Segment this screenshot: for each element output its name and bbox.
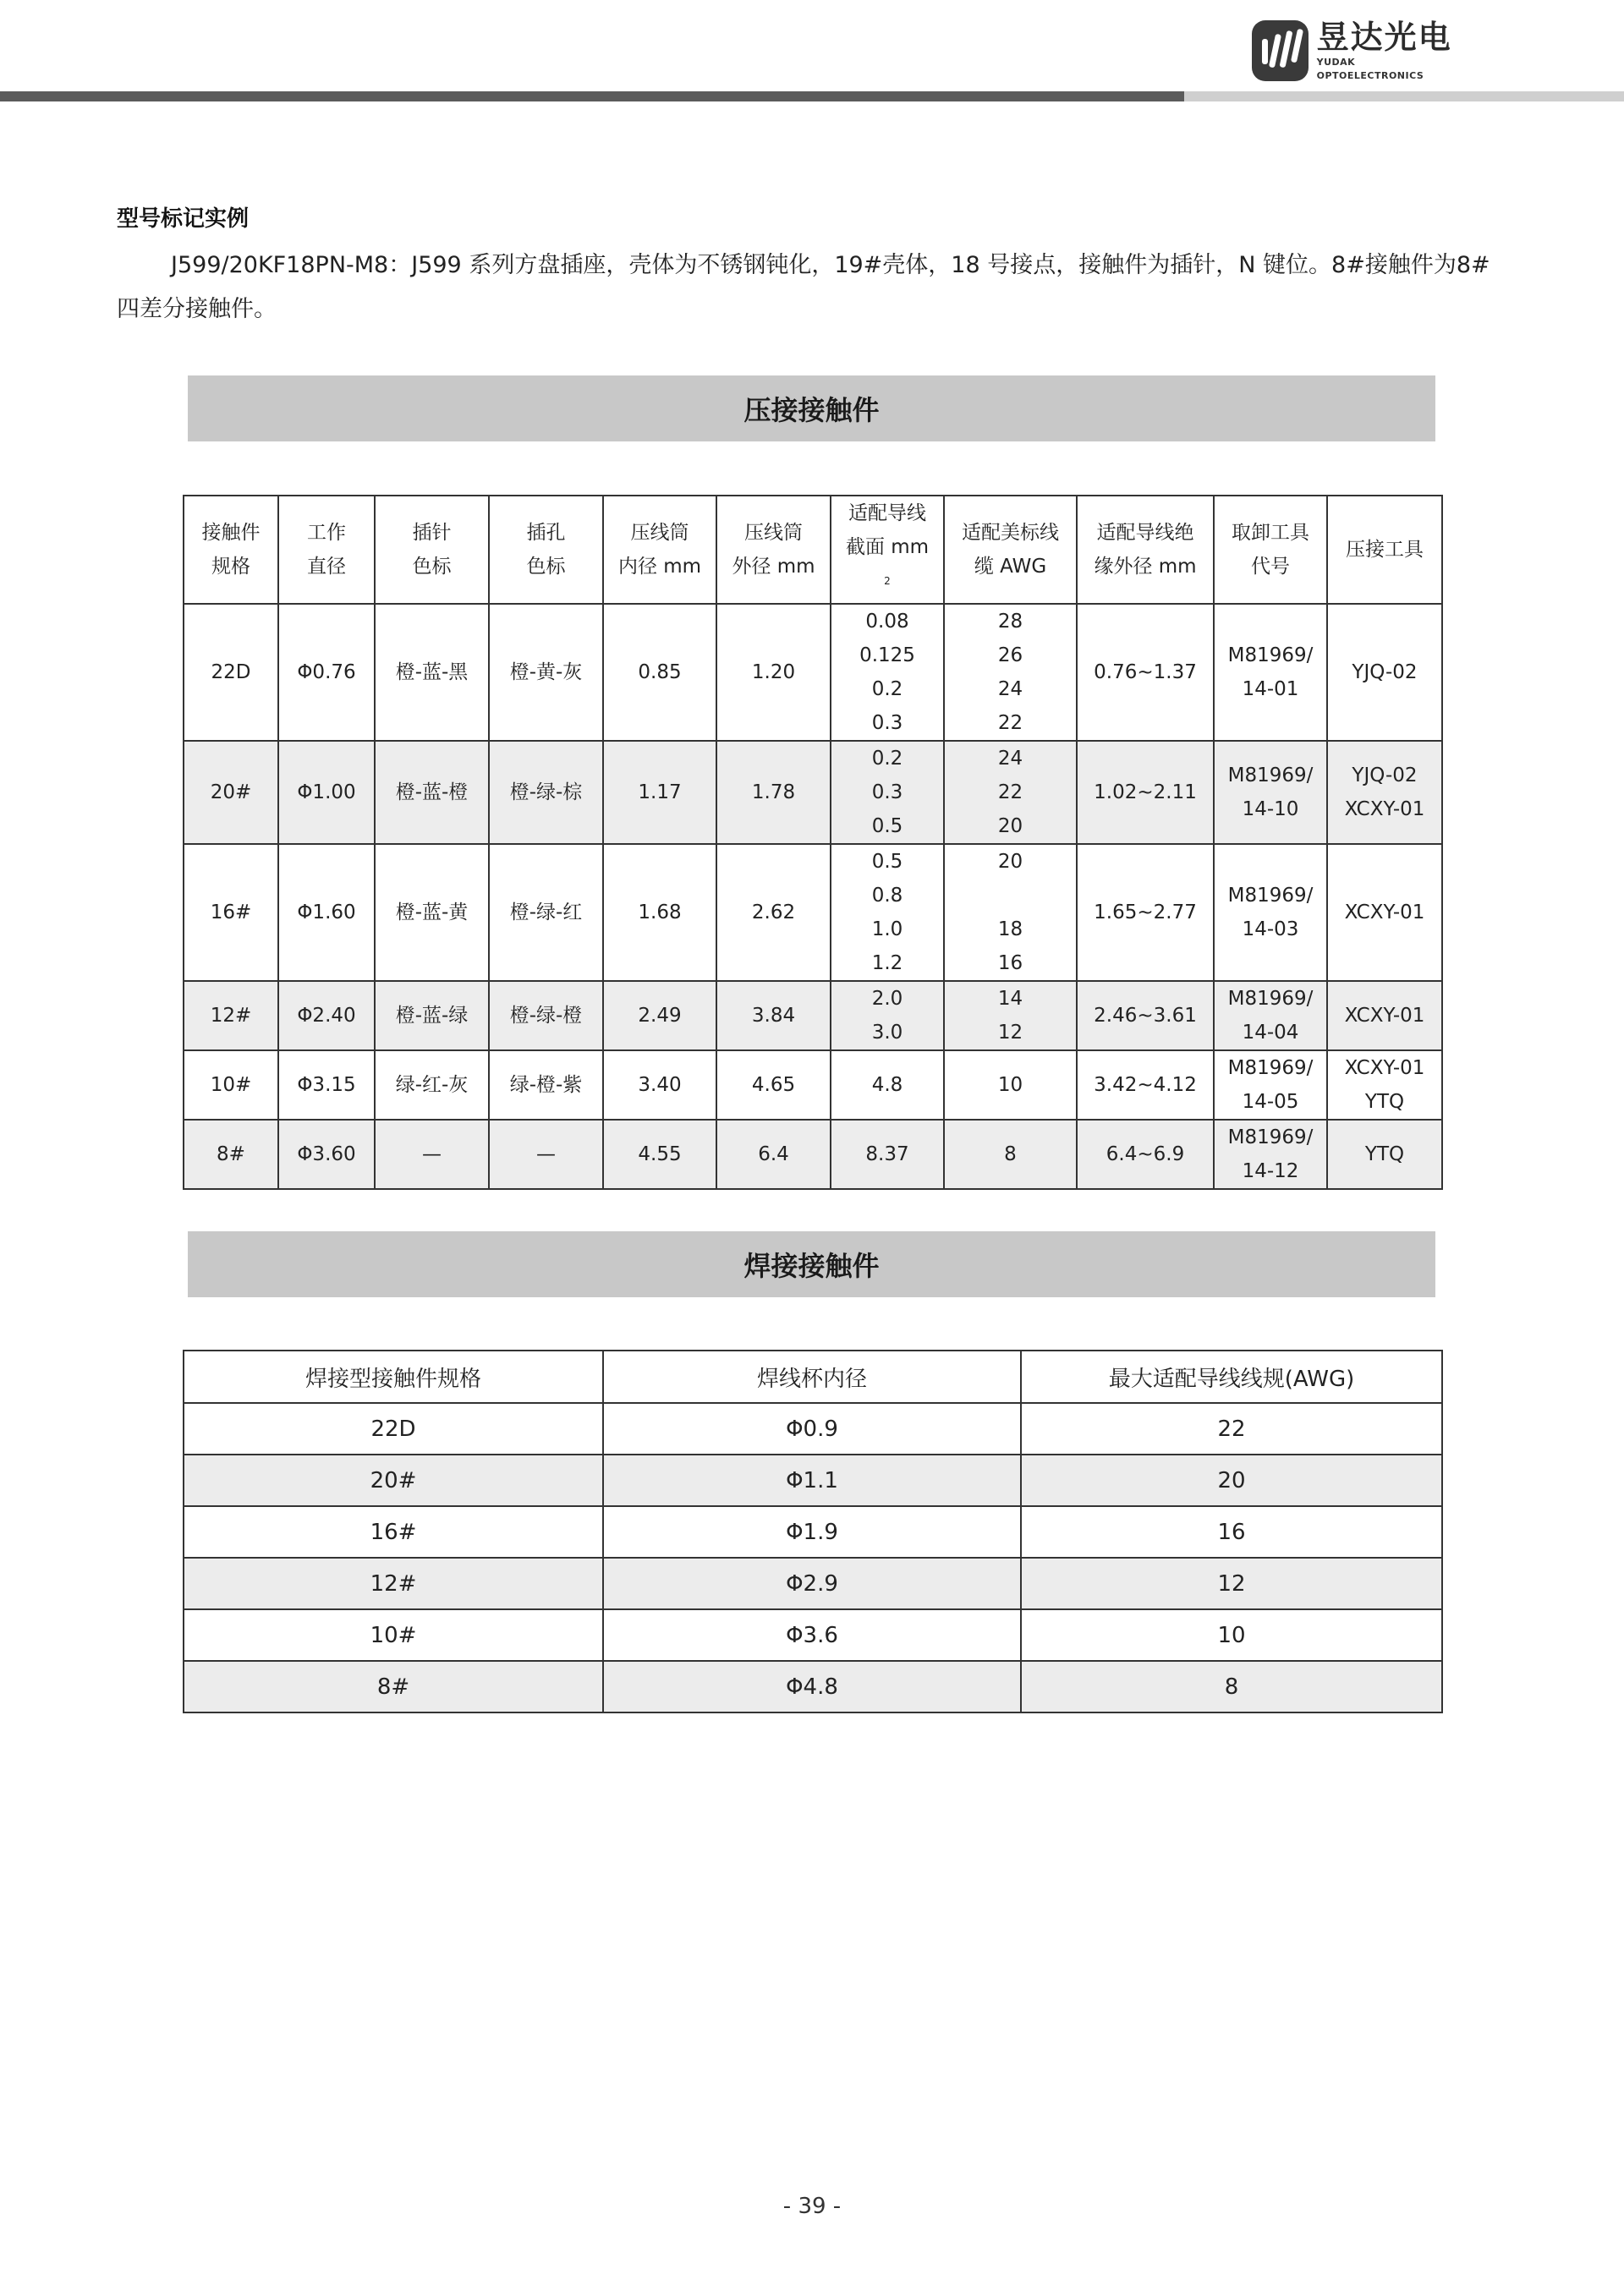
table-row bbox=[184, 1609, 1442, 1661]
cell-dia: Φ0.76 bbox=[278, 604, 375, 741]
cell-line: XCXY-01 bbox=[1344, 1056, 1425, 1079]
cell-pin: — bbox=[375, 1120, 489, 1189]
cell-line: 12 bbox=[997, 1021, 1023, 1044]
cell-crimp bbox=[1327, 741, 1442, 844]
cell-crimp bbox=[1327, 981, 1442, 1050]
section-heading: 型号标记实例 bbox=[117, 206, 250, 232]
cell-outer: 3.84 bbox=[716, 981, 831, 1050]
cell-spec: 22D bbox=[184, 604, 278, 741]
cell-line: XCXY-01 bbox=[1344, 797, 1425, 820]
table-cell: Φ2.9 bbox=[603, 1558, 1021, 1609]
cell-line: 1.2 bbox=[871, 951, 903, 974]
cell-insul: 1.65~2.77 bbox=[1077, 844, 1214, 981]
cell-outer: 1.78 bbox=[716, 741, 831, 844]
cell-spec: 8# bbox=[184, 1120, 278, 1189]
cell-line: 0.8 bbox=[871, 884, 903, 907]
table-cell: 22D bbox=[184, 1403, 603, 1455]
cell-line: 14-01 bbox=[1242, 677, 1299, 700]
cell-line: M81969/ bbox=[1227, 764, 1314, 786]
header-cell: 压接工具 bbox=[1327, 496, 1442, 604]
crimp-contacts-table bbox=[183, 495, 1443, 1190]
table-row bbox=[184, 1506, 1442, 1558]
cell-inner: 2.49 bbox=[603, 981, 716, 1050]
cell-outer: 6.4 bbox=[716, 1120, 831, 1189]
page-number: - 39 - bbox=[782, 2194, 842, 2219]
table-cell: 20# bbox=[184, 1455, 603, 1506]
cell-dia: Φ1.60 bbox=[278, 844, 375, 981]
cell-line: 0.2 bbox=[871, 677, 903, 700]
cell-line: M81969/ bbox=[1227, 987, 1314, 1010]
header-cell: 焊接型接触件规格 bbox=[184, 1351, 603, 1403]
cell-inner: 0.85 bbox=[603, 604, 716, 741]
cell-line: YJQ-02 bbox=[1352, 660, 1418, 683]
header-rule-light bbox=[1184, 91, 1624, 101]
header-cell: 压线筒 内径 mm bbox=[603, 496, 716, 604]
cell-removal bbox=[1214, 604, 1327, 741]
cell-line: 0.125 bbox=[859, 644, 915, 666]
cell-insul: 0.76~1.37 bbox=[1077, 604, 1214, 741]
cell-socket: 绿-橙-紫 bbox=[489, 1050, 603, 1120]
cell-crimp bbox=[1327, 604, 1442, 741]
table-cell: Φ4.8 bbox=[603, 1661, 1021, 1712]
table-cell: Φ1.9 bbox=[603, 1506, 1021, 1558]
cell-line: 1.0 bbox=[871, 918, 903, 940]
cell-removal bbox=[1214, 1050, 1327, 1120]
cell-awg bbox=[944, 1050, 1077, 1120]
solder-title-bar: 焊接接触件 bbox=[188, 1231, 1435, 1297]
header-cell: 压线筒 外径 mm bbox=[716, 496, 831, 604]
table-row bbox=[184, 1661, 1442, 1712]
company-name-cn: 昱达光电 bbox=[1316, 19, 1452, 56]
yudak-logo-icon bbox=[1252, 20, 1309, 81]
cell-line: M81969/ bbox=[1227, 1056, 1314, 1079]
table-cell: 10 bbox=[1021, 1609, 1442, 1661]
cell-line: 0.5 bbox=[871, 850, 903, 873]
cell-line: 0.5 bbox=[871, 814, 903, 837]
header-rule-dark bbox=[0, 91, 1184, 101]
cell-line: XCXY-01 bbox=[1344, 901, 1425, 923]
cell-outer: 1.20 bbox=[716, 604, 831, 741]
cell-line: 22 bbox=[997, 781, 1023, 803]
cell-line: 0.2 bbox=[871, 747, 903, 770]
cell-section bbox=[831, 981, 944, 1050]
cell-line: 18 bbox=[997, 918, 1023, 940]
cell-insul: 6.4~6.9 bbox=[1077, 1120, 1214, 1189]
cell-line: 14 bbox=[997, 987, 1023, 1010]
cell-spec: 20# bbox=[184, 741, 278, 844]
table-row bbox=[184, 1403, 1442, 1455]
cell-dia: Φ3.60 bbox=[278, 1120, 375, 1189]
cell-line: 8 bbox=[1004, 1143, 1017, 1165]
header-cell: 取卸工具 代号 bbox=[1214, 496, 1327, 604]
company-logo bbox=[1252, 15, 1455, 86]
cell-line: 14-10 bbox=[1242, 797, 1299, 820]
table-cell: 12 bbox=[1021, 1558, 1442, 1609]
table-cell: 8# bbox=[184, 1661, 603, 1712]
cell-insul: 2.46~3.61 bbox=[1077, 981, 1214, 1050]
cell-line: YJQ-02 bbox=[1352, 764, 1418, 786]
cell-line: 3.0 bbox=[871, 1021, 903, 1044]
cell-line: YTQ bbox=[1364, 1143, 1405, 1165]
header-cell: 适配导线绝 缘外径 mm bbox=[1077, 496, 1214, 604]
cell-inner: 3.40 bbox=[603, 1050, 716, 1120]
cell-line: 16 bbox=[997, 951, 1023, 974]
cell-pin: 绿-红-灰 bbox=[375, 1050, 489, 1120]
cell-line: 0.3 bbox=[871, 711, 903, 734]
cell-line: M81969/ bbox=[1227, 884, 1314, 907]
cell-line: 14-05 bbox=[1242, 1090, 1299, 1113]
cell-socket: 橙-绿-棕 bbox=[489, 741, 603, 844]
cell-line: 2.0 bbox=[871, 987, 903, 1010]
cell-line: 0.3 bbox=[871, 781, 903, 803]
table-row bbox=[184, 604, 1442, 741]
cell-line: 20 bbox=[997, 850, 1023, 873]
intro-paragraph: J599/20KF18PN-M8：J599 系列方盘插座，壳体为不锈钢钝化，19#壳体，18 号接点，接触件为插针，N 键位。8#接触件为8#四差分接触件。 bbox=[117, 252, 1490, 322]
cell-inner: 4.55 bbox=[603, 1120, 716, 1189]
cell-crimp bbox=[1327, 1050, 1442, 1120]
cell-inner: 1.68 bbox=[603, 844, 716, 981]
cell-line: 24 bbox=[997, 677, 1023, 700]
cell-spec: 16# bbox=[184, 844, 278, 981]
cell-pin: 橙-蓝-黄 bbox=[375, 844, 489, 981]
table-cell: Φ1.1 bbox=[603, 1455, 1021, 1506]
header-cell: 适配美标线 缆 AWG bbox=[944, 496, 1077, 604]
cell-crimp bbox=[1327, 1120, 1442, 1189]
cell-section bbox=[831, 1050, 944, 1120]
cell-socket: 橙-绿-红 bbox=[489, 844, 603, 981]
crimp-title-bar: 压接接触件 bbox=[188, 375, 1435, 441]
cell-awg bbox=[944, 981, 1077, 1050]
table-cell: 16# bbox=[184, 1506, 603, 1558]
cell-awg bbox=[944, 604, 1077, 741]
header-cell: 焊线杯内径 bbox=[603, 1351, 1021, 1403]
solder-header-row bbox=[184, 1351, 1442, 1403]
table-row bbox=[184, 981, 1442, 1050]
table-cell: 22 bbox=[1021, 1403, 1442, 1455]
table-row bbox=[184, 741, 1442, 844]
cell-removal bbox=[1214, 1120, 1327, 1189]
cell-section bbox=[831, 604, 944, 741]
table-cell: 8 bbox=[1021, 1661, 1442, 1712]
table-row bbox=[184, 844, 1442, 981]
cell-section bbox=[831, 741, 944, 844]
cell-section bbox=[831, 844, 944, 981]
cell-pin: 橙-蓝-黑 bbox=[375, 604, 489, 741]
cell-crimp bbox=[1327, 844, 1442, 981]
cell-line: XCXY-01 bbox=[1344, 1004, 1425, 1027]
table-cell: Φ0.9 bbox=[603, 1403, 1021, 1455]
cell-socket: 橙-绿-橙 bbox=[489, 981, 603, 1050]
header-cell: 插针 色标 bbox=[375, 496, 489, 604]
cell-line bbox=[945, 879, 1076, 912]
cell-awg bbox=[944, 1120, 1077, 1189]
cell-socket: 橙-黄-灰 bbox=[489, 604, 603, 741]
cell-dia: Φ1.00 bbox=[278, 741, 375, 844]
cell-line: M81969/ bbox=[1227, 1126, 1314, 1148]
cell-line: 8.37 bbox=[865, 1143, 909, 1165]
cell-pin: 橙-蓝-绿 bbox=[375, 981, 489, 1050]
header-cell: 工作 直径 bbox=[278, 496, 375, 604]
cell-awg bbox=[944, 844, 1077, 981]
cell-line: 26 bbox=[997, 644, 1023, 666]
cell-line: 20 bbox=[997, 814, 1023, 837]
cell-line: 24 bbox=[997, 747, 1023, 770]
cell-removal bbox=[1214, 981, 1327, 1050]
cell-inner: 1.17 bbox=[603, 741, 716, 844]
cell-line: 14-03 bbox=[1242, 918, 1299, 940]
cell-section bbox=[831, 1120, 944, 1189]
cell-awg bbox=[944, 741, 1077, 844]
company-name-en: YUDAK OPTOELECTRONICS bbox=[1316, 57, 1424, 81]
cell-line: M81969/ bbox=[1227, 644, 1314, 666]
table-cell: Φ3.6 bbox=[603, 1609, 1021, 1661]
cell-line: 14-04 bbox=[1242, 1021, 1299, 1044]
table-row bbox=[184, 1558, 1442, 1609]
cell-line: 28 bbox=[997, 610, 1023, 633]
crimp-header-row bbox=[184, 496, 1442, 604]
cell-line: 4.8 bbox=[871, 1073, 903, 1096]
table-cell: 16 bbox=[1021, 1506, 1442, 1558]
table-row bbox=[184, 1050, 1442, 1120]
cell-removal bbox=[1214, 741, 1327, 844]
cell-line: 22 bbox=[997, 711, 1023, 734]
header-cell: 最大适配导线线规(AWG) bbox=[1021, 1351, 1442, 1403]
cell-insul: 1.02~2.11 bbox=[1077, 741, 1214, 844]
cell-dia: Φ3.15 bbox=[278, 1050, 375, 1120]
header-cell: 适配导线 截面 mm $^2$ bbox=[831, 496, 944, 604]
cell-line: 10 bbox=[997, 1073, 1023, 1096]
cell-insul: 3.42~4.12 bbox=[1077, 1050, 1214, 1120]
cell-line: 0.08 bbox=[865, 610, 909, 633]
cell-spec: 10# bbox=[184, 1050, 278, 1120]
table-cell: 12# bbox=[184, 1558, 603, 1609]
cell-removal bbox=[1214, 844, 1327, 981]
cell-outer: 2.62 bbox=[716, 844, 831, 981]
table-row bbox=[184, 1455, 1442, 1506]
header-cell: 接触件 规格 bbox=[184, 496, 278, 604]
header-cell: 插孔 色标 bbox=[489, 496, 603, 604]
table-cell: 10# bbox=[184, 1609, 603, 1661]
cell-socket: — bbox=[489, 1120, 603, 1189]
cell-pin: 橙-蓝-橙 bbox=[375, 741, 489, 844]
cell-outer: 4.65 bbox=[716, 1050, 831, 1120]
table-row bbox=[184, 1120, 1442, 1189]
table-cell: 20 bbox=[1021, 1455, 1442, 1506]
cell-dia: Φ2.40 bbox=[278, 981, 375, 1050]
cell-spec: 12# bbox=[184, 981, 278, 1050]
solder-contacts-table bbox=[183, 1350, 1443, 1713]
cell-line: 14-12 bbox=[1242, 1159, 1299, 1182]
cell-line: YTQ bbox=[1364, 1090, 1405, 1113]
